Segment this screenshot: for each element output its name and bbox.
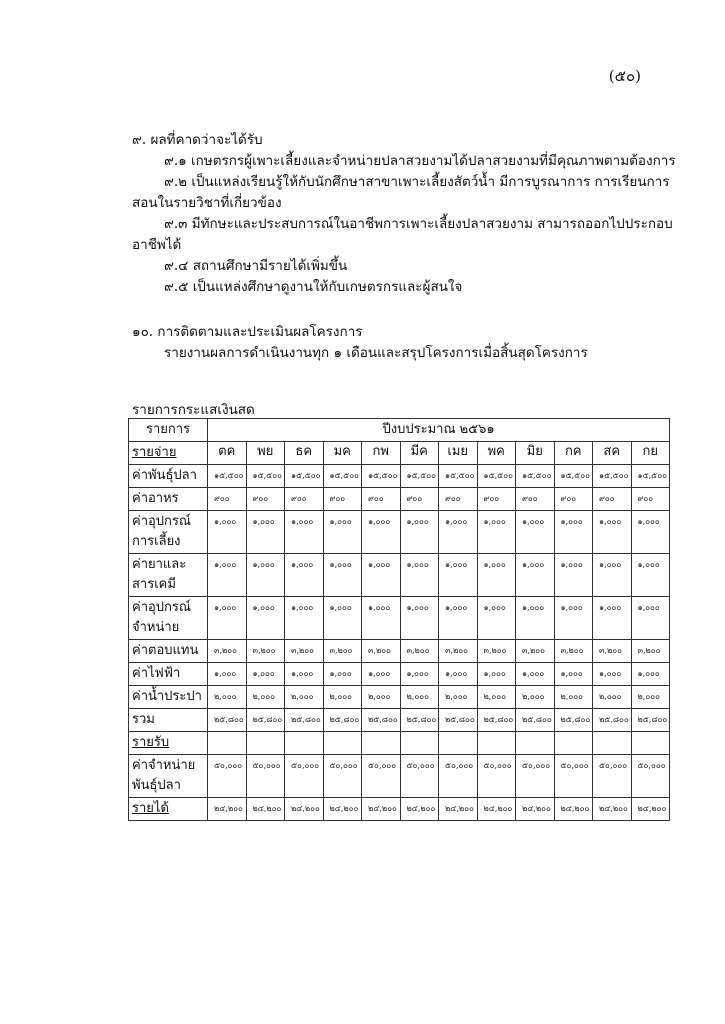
page-number: (๕๐) <box>608 67 641 85</box>
table-row <box>129 554 670 597</box>
value-cell: ๑,๐๐๐ <box>246 597 285 640</box>
value-cell: ๒๕,๘๐๐ <box>323 709 362 732</box>
value-cell: ๑,๐๐๐ <box>246 663 285 686</box>
value-cell: ๒๕,๘๐๐ <box>400 709 439 732</box>
value-cell: ๑๕,๕๐๐ <box>362 465 401 488</box>
value-cell: ๑,๐๐๐ <box>516 554 555 597</box>
value-cell: ๙๐๐ <box>554 488 593 511</box>
value-cell: ๑๕,๕๐๐ <box>246 465 285 488</box>
value-cell: ๒,๐๐๐ <box>362 686 401 709</box>
value-cell: ๙๐๐ <box>400 488 439 511</box>
row-label <box>129 465 208 488</box>
value-cell: ๑,๐๐๐ <box>631 511 670 554</box>
row-label <box>129 686 208 709</box>
section-10-text: รายงานผลการดำเนินงานทุก ๑ เดือนและสรุปโครงการเมื่อสิ้นสุดโครงการ <box>164 345 588 361</box>
row-label-line: ค่าอุปกรณ์ <box>132 514 191 529</box>
value-cell: ๑,๐๐๐ <box>516 663 555 686</box>
value-cell: ๑,๐๐๐ <box>477 554 516 597</box>
empty-cell <box>477 732 516 755</box>
value-cell: ๑๕,๕๐๐ <box>323 465 362 488</box>
column-header-item: รายการ <box>129 419 208 442</box>
section-10-monitoring <box>132 322 637 364</box>
value-cell: ๑,๐๐๐ <box>323 554 362 597</box>
row-label-line: ค่าไฟฟ้า <box>132 666 181 681</box>
empty-cell <box>246 732 285 755</box>
row-label-line: รวม <box>132 712 155 727</box>
empty-cell <box>285 732 324 755</box>
empty-cell <box>439 732 478 755</box>
empty-cell <box>208 732 247 755</box>
value-cell: ๑,๐๐๐ <box>516 597 555 640</box>
value-cell: ๒,๐๐๐ <box>554 686 593 709</box>
header-row <box>129 419 670 442</box>
value-cell: ๙๐๐ <box>516 488 555 511</box>
row-label <box>129 709 208 732</box>
value-cell: ๑,๐๐๐ <box>285 597 324 640</box>
value-cell: ๑,๐๐๐ <box>246 511 285 554</box>
value-cell: ๑,๐๐๐ <box>246 554 285 597</box>
value-cell: ๑๕,๕๐๐ <box>554 465 593 488</box>
empty-cell <box>631 732 670 755</box>
value-cell: ๕๐,๐๐๐ <box>246 755 285 798</box>
section-9-expected-results <box>132 130 676 298</box>
value-cell: ๓,๒๐๐ <box>400 640 439 663</box>
value-cell: ๑,๐๐๐ <box>516 511 555 554</box>
row-label-line: ค่าจำหน่าย <box>132 758 196 773</box>
value-cell: ๑,๐๐๐ <box>554 511 593 554</box>
value-cell: ๒๕,๘๐๐ <box>593 709 632 732</box>
value-cell: ๓,๒๐๐ <box>439 640 478 663</box>
value-cell: ๒๕,๘๐๐ <box>362 709 401 732</box>
result-item-continued: สอนในรายวิชาที่เกี่ยวข้อง <box>132 195 282 211</box>
result-item-continued: อาชีพได้ <box>132 237 182 253</box>
table-caption: รายการกระแสเงินสด <box>132 402 255 418</box>
month-header: พย <box>246 442 285 465</box>
value-cell: ๒,๐๐๐ <box>631 686 670 709</box>
row-label <box>129 640 208 663</box>
value-cell: ๒๔,๒๐๐ <box>516 798 555 821</box>
cash-flow-table <box>128 418 670 821</box>
value-cell: ๒๕,๘๐๐ <box>477 709 516 732</box>
value-cell: ๑,๐๐๐ <box>477 663 516 686</box>
value-cell: ๓,๒๐๐ <box>323 640 362 663</box>
value-cell: ๑,๐๐๐ <box>400 554 439 597</box>
value-cell: ๑,๐๐๐ <box>631 597 670 640</box>
value-cell: ๕๐,๐๐๐ <box>516 755 555 798</box>
value-cell: ๑,๐๐๐ <box>439 663 478 686</box>
empty-cell <box>516 732 555 755</box>
value-cell: ๑,๐๐๐ <box>362 554 401 597</box>
value-cell: ๑,๐๐๐ <box>554 597 593 640</box>
income-header: รายรับ <box>129 732 208 755</box>
value-cell: ๙๐๐ <box>477 488 516 511</box>
value-cell: ๑,๐๐๐ <box>208 597 247 640</box>
value-cell: ๑,๐๐๐ <box>554 663 593 686</box>
value-cell: ๒,๐๐๐ <box>477 686 516 709</box>
value-cell: ๑,๐๐๐ <box>362 663 401 686</box>
row-label <box>129 511 208 554</box>
value-cell: ๒,๐๐๐ <box>246 686 285 709</box>
value-cell: ๑,๐๐๐ <box>593 597 632 640</box>
table-row <box>129 755 670 798</box>
value-cell: ๙๐๐ <box>246 488 285 511</box>
value-cell: ๒๕,๘๐๐ <box>631 709 670 732</box>
table-row <box>129 663 670 686</box>
table-row <box>129 640 670 663</box>
value-cell: ๒๔,๒๐๐ <box>439 798 478 821</box>
empty-cell <box>362 732 401 755</box>
value-cell: ๓,๒๐๐ <box>285 640 324 663</box>
value-cell: ๑,๐๐๐ <box>593 554 632 597</box>
value-cell: ๙๐๐ <box>285 488 324 511</box>
value-cell: ๒๔,๒๐๐ <box>593 798 632 821</box>
row-label-line: พันธุ์ปลา <box>132 778 181 793</box>
value-cell: ๕๐,๐๐๐ <box>208 755 247 798</box>
value-cell: ๙๐๐ <box>362 488 401 511</box>
value-cell: ๑,๐๐๐ <box>208 663 247 686</box>
value-cell: ๑,๐๐๐ <box>631 663 670 686</box>
value-cell: ๙๐๐ <box>208 488 247 511</box>
value-cell: ๑,๐๐๐ <box>439 511 478 554</box>
value-cell: ๑๕,๕๐๐ <box>285 465 324 488</box>
row-label-line: การเลี้ยง <box>132 534 181 549</box>
value-cell: ๕๐,๐๐๐ <box>554 755 593 798</box>
value-cell: ๑,๐๐๐ <box>323 511 362 554</box>
row-label-line: ค่าน้ำประปา <box>132 689 202 704</box>
value-cell: ๕๐,๐๐๐ <box>362 755 401 798</box>
value-cell: ๑๕,๕๐๐ <box>400 465 439 488</box>
months-row <box>129 442 670 465</box>
value-cell: ๒๔,๒๐๐ <box>400 798 439 821</box>
result-item: ๙.๕ เป็นแหล่งศึกษาดูงานให้กับเกษตรกรและผู้สนใจ <box>164 279 463 295</box>
value-cell: ๒๔,๒๐๐ <box>208 798 247 821</box>
value-cell: ๒,๐๐๐ <box>593 686 632 709</box>
month-header: กย <box>631 442 670 465</box>
value-cell: ๑๕,๕๐๐ <box>631 465 670 488</box>
value-cell: ๙๐๐ <box>323 488 362 511</box>
value-cell: ๕๐,๐๐๐ <box>477 755 516 798</box>
value-cell: ๒๕,๘๐๐ <box>516 709 555 732</box>
table-row <box>129 465 670 488</box>
income-header-row <box>129 732 670 755</box>
row-label-line: ค่ายาและ <box>132 557 187 572</box>
value-cell: ๕๐,๐๐๐ <box>400 755 439 798</box>
value-cell: ๑,๐๐๐ <box>208 554 247 597</box>
value-cell: ๙๐๐ <box>439 488 478 511</box>
value-cell: ๑๕,๕๐๐ <box>439 465 478 488</box>
row-label-line: ค่าตอบแทน <box>132 643 199 658</box>
value-cell: ๒,๐๐๐ <box>439 686 478 709</box>
month-header: สค <box>593 442 632 465</box>
value-cell: ๓,๒๐๐ <box>593 640 632 663</box>
section-9-heading: ๙. ผลที่คาดว่าจะได้รับ <box>132 132 263 148</box>
result-item: ๙.๔ สถานศึกษามีรายได้เพิ่มขึ้น <box>164 258 348 274</box>
table-row <box>129 488 670 511</box>
value-cell: ๒๔,๒๐๐ <box>246 798 285 821</box>
value-cell: ๑,๐๐๐ <box>362 597 401 640</box>
result-item: ๙.๓ มีทักษะและประสบการณ์ในอาชีพการเพาะเลี้ยงปลาสวยงาม สามารถออกไปประกอบ <box>164 216 673 232</box>
value-cell: ๒๕,๘๐๐ <box>208 709 247 732</box>
row-label <box>129 755 208 798</box>
value-cell: ๑๕,๕๐๐ <box>593 465 632 488</box>
row-label-line: ค่าอาหร <box>132 491 179 506</box>
section-10-heading: ๑๐. การติดตามและประเมินผลโครงการ <box>132 324 363 340</box>
value-cell: ๑,๐๐๐ <box>285 663 324 686</box>
row-label <box>129 488 208 511</box>
value-cell: ๕๐,๐๐๐ <box>439 755 478 798</box>
value-cell: ๓,๒๐๐ <box>208 640 247 663</box>
empty-cell <box>400 732 439 755</box>
value-cell: ๑,๐๐๐ <box>439 554 478 597</box>
month-header: กค <box>554 442 593 465</box>
empty-cell <box>323 732 362 755</box>
value-cell: ๒๔,๒๐๐ <box>477 798 516 821</box>
table-row <box>129 686 670 709</box>
row-label <box>129 597 208 640</box>
value-cell: ๑,๐๐๐ <box>285 511 324 554</box>
value-cell: ๓,๒๐๐ <box>362 640 401 663</box>
value-cell: ๒๕,๘๐๐ <box>246 709 285 732</box>
profit-row <box>129 798 670 821</box>
value-cell: ๒๔,๒๐๐ <box>554 798 593 821</box>
expense-header: รายจ่าย <box>129 442 208 465</box>
value-cell: ๓,๒๐๐ <box>516 640 555 663</box>
value-cell: ๒๔,๒๐๐ <box>362 798 401 821</box>
month-header: มค <box>323 442 362 465</box>
value-cell: ๒๕,๘๐๐ <box>554 709 593 732</box>
value-cell: ๒๕,๘๐๐ <box>439 709 478 732</box>
fiscal-year-header: ปีงบประมาณ ๒๕๖๑ <box>208 419 670 442</box>
value-cell: ๑,๐๐๐ <box>323 597 362 640</box>
value-cell: ๑,๐๐๐ <box>285 554 324 597</box>
value-cell: ๑,๐๐๐ <box>477 511 516 554</box>
empty-cell <box>554 732 593 755</box>
value-cell: ๒๕,๘๐๐ <box>285 709 324 732</box>
value-cell: ๑,๐๐๐ <box>400 597 439 640</box>
value-cell: ๕๐,๐๐๐ <box>593 755 632 798</box>
value-cell: ๒,๐๐๐ <box>285 686 324 709</box>
month-header: กพ <box>362 442 401 465</box>
month-header: ธค <box>285 442 324 465</box>
value-cell: ๕๐,๐๐๐ <box>323 755 362 798</box>
profit-label: รายได้ <box>129 798 208 821</box>
value-cell: ๕๐,๐๐๐ <box>631 755 670 798</box>
value-cell: ๙๐๐ <box>593 488 632 511</box>
result-item: ๙.๑ เกษตรกรผู้เพาะเลี้ยงและจำหน่ายปลาสวยงามได้ปลาสวยงามที่มีคุณภาพตามต้องการ <box>164 153 676 169</box>
month-header: มีค <box>400 442 439 465</box>
value-cell: ๓,๒๐๐ <box>554 640 593 663</box>
table-row <box>129 511 670 554</box>
month-header: พค <box>477 442 516 465</box>
value-cell: ๑,๐๐๐ <box>554 554 593 597</box>
month-header: เมย <box>439 442 478 465</box>
row-label-line: สารเคมี <box>132 577 176 592</box>
value-cell: ๒,๐๐๐ <box>208 686 247 709</box>
result-item: ๙.๒ เป็นแหล่งเรียนรู้ให้กับนักศึกษาสาขาเพาะเลี้ยงสัตว์น้ำ มีการบูรณาการ การเรียนการ <box>164 174 670 190</box>
month-header: ตค <box>208 442 247 465</box>
value-cell: ๑,๐๐๐ <box>439 597 478 640</box>
month-header: มิย <box>516 442 555 465</box>
row-label-line: ค่าพันธุ์ปลา <box>132 468 197 483</box>
value-cell: ๒,๐๐๐ <box>400 686 439 709</box>
value-cell: ๙๐๐ <box>631 488 670 511</box>
value-cell: ๑๕,๕๐๐ <box>208 465 247 488</box>
value-cell: ๑๕,๕๐๐ <box>477 465 516 488</box>
value-cell: ๓,๒๐๐ <box>246 640 285 663</box>
row-label-line: จำหน่าย <box>132 620 180 635</box>
value-cell: ๒๔,๒๐๐ <box>285 798 324 821</box>
row-label <box>129 554 208 597</box>
value-cell: ๑๕,๕๐๐ <box>516 465 555 488</box>
value-cell: ๒๔,๒๐๐ <box>631 798 670 821</box>
table-row <box>129 597 670 640</box>
value-cell: ๑,๐๐๐ <box>362 511 401 554</box>
row-label <box>129 663 208 686</box>
value-cell: ๒๔,๒๐๐ <box>323 798 362 821</box>
value-cell: ๑,๐๐๐ <box>593 663 632 686</box>
value-cell: ๓,๒๐๐ <box>477 640 516 663</box>
value-cell: ๑,๐๐๐ <box>593 511 632 554</box>
value-cell: ๒,๐๐๐ <box>516 686 555 709</box>
value-cell: ๒,๐๐๐ <box>323 686 362 709</box>
value-cell: ๑,๐๐๐ <box>400 663 439 686</box>
value-cell: ๓,๒๐๐ <box>631 640 670 663</box>
value-cell: ๑,๐๐๐ <box>323 663 362 686</box>
value-cell: ๕๐,๐๐๐ <box>285 755 324 798</box>
row-label-line: ค่าอุปกรณ์ <box>132 600 191 615</box>
empty-cell <box>593 732 632 755</box>
value-cell: ๑,๐๐๐ <box>400 511 439 554</box>
value-cell: ๑,๐๐๐ <box>477 597 516 640</box>
value-cell: ๑,๐๐๐ <box>208 511 247 554</box>
value-cell: ๑,๐๐๐ <box>631 554 670 597</box>
table-row <box>129 709 670 732</box>
